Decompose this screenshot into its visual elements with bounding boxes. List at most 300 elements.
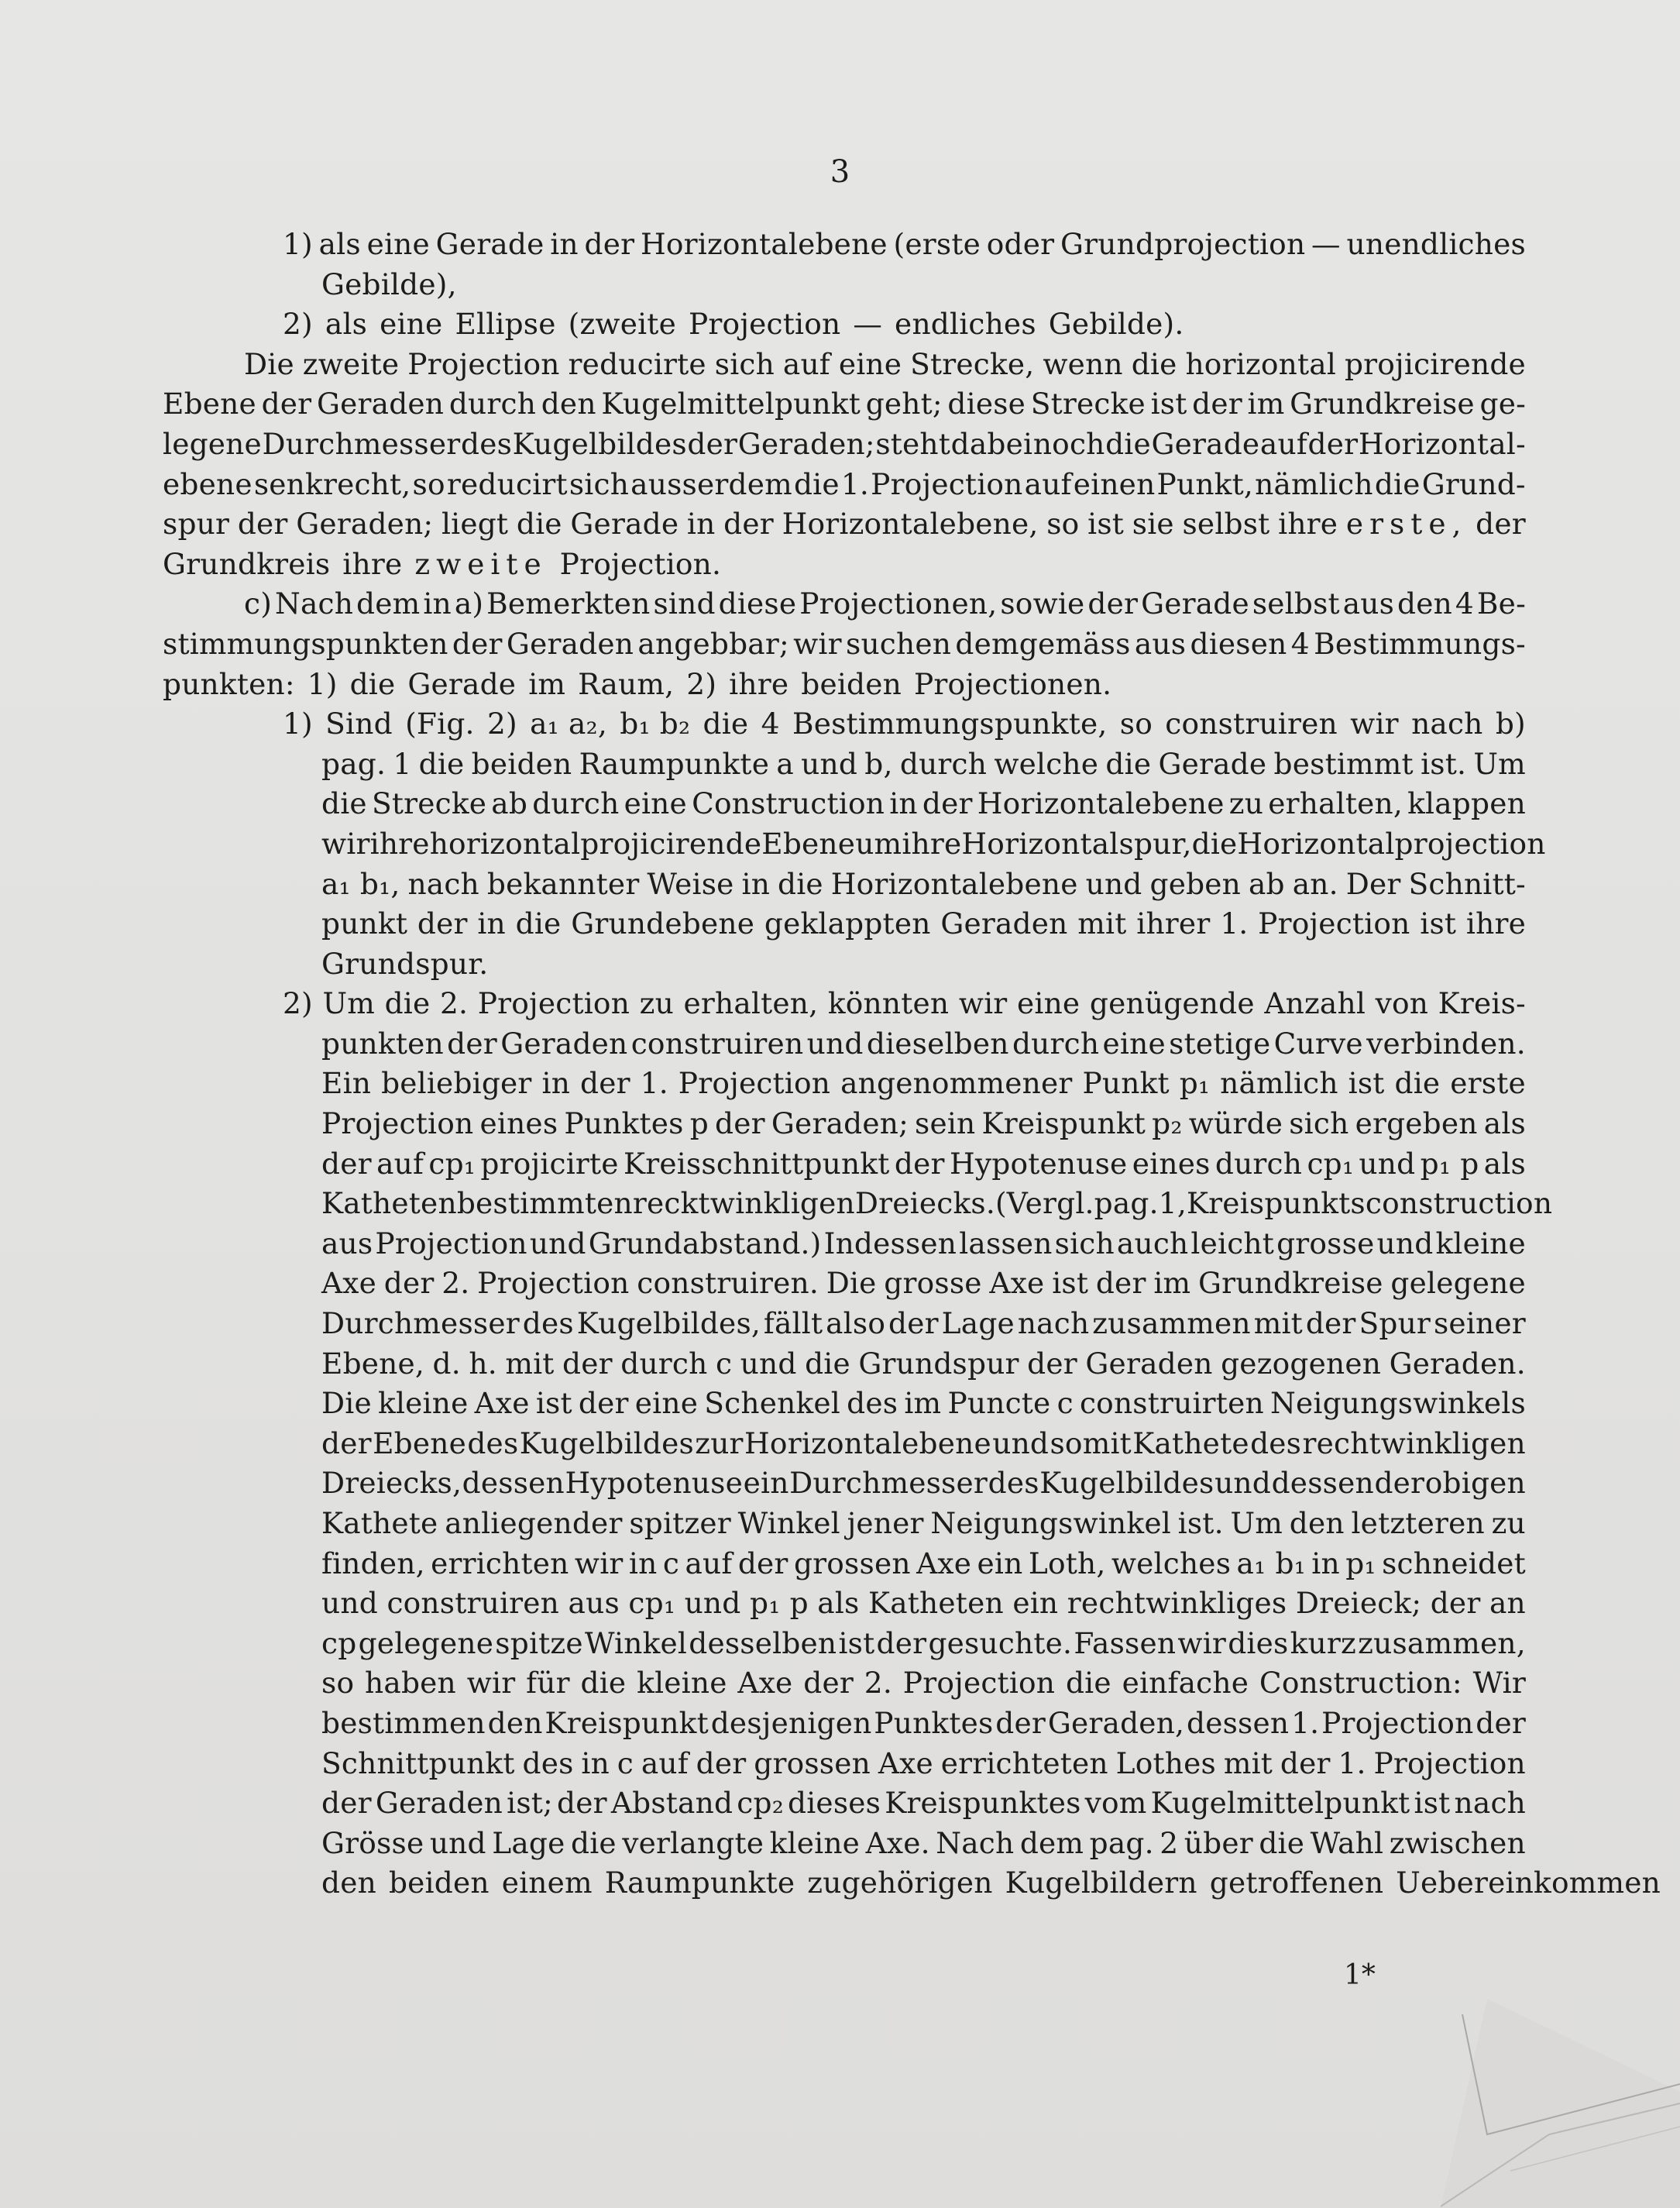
word: der <box>562 1346 613 1381</box>
word: bekannter <box>486 866 640 901</box>
word: Um <box>322 986 376 1021</box>
word: Gerade <box>435 227 545 261</box>
word: in <box>477 906 506 941</box>
word: bestimmen <box>321 1705 486 1740</box>
word: Ebene, <box>321 1346 425 1381</box>
text-line <box>163 904 1526 944</box>
word: h. <box>469 1346 497 1381</box>
word: zu <box>639 986 674 1021</box>
word: die <box>1394 1066 1441 1101</box>
word: Geraden; <box>771 1106 909 1141</box>
word: die <box>805 1346 850 1381</box>
word: ihre <box>1465 906 1526 941</box>
text-line <box>163 745 1526 785</box>
word: in <box>550 227 579 261</box>
word: aus <box>321 1226 373 1260</box>
word: Schenkel <box>704 1386 840 1421</box>
word: der <box>1430 1586 1481 1621</box>
text-line <box>163 1144 1526 1185</box>
word: sich <box>1054 1226 1115 1260</box>
word: zweite <box>302 346 400 381</box>
word: Hypotenuse <box>949 1146 1128 1181</box>
word: 2) <box>283 307 313 342</box>
text-line <box>163 1184 1553 1224</box>
word: nämlich <box>1220 1066 1338 1101</box>
word: ein <box>1012 1586 1059 1621</box>
word: der <box>922 786 973 821</box>
word: cp₁ <box>428 1146 476 1181</box>
word: Axe. <box>865 1825 930 1860</box>
text-line <box>163 1304 1526 1344</box>
word: den <box>1397 586 1452 621</box>
word: so <box>412 466 445 501</box>
word: Be- <box>1476 586 1526 621</box>
word: Grundebene <box>571 906 755 941</box>
word: Wahl <box>1310 1825 1384 1860</box>
word: Projection <box>1373 1745 1526 1780</box>
word: zusammen <box>1092 1306 1251 1341</box>
word: der <box>1095 1266 1146 1301</box>
word: Projection <box>688 307 841 342</box>
word: beiden <box>471 746 572 781</box>
word: beiden <box>801 666 902 701</box>
word: der <box>237 507 288 542</box>
word: welche <box>994 746 1099 781</box>
word: ihre <box>729 666 789 701</box>
text-line <box>163 1863 1661 1904</box>
word: Horizontalebene <box>640 227 888 261</box>
word: cp₁ <box>1307 1146 1355 1181</box>
word: die <box>515 906 562 941</box>
word: bestimmt <box>1273 746 1414 781</box>
text-line <box>163 1584 1526 1624</box>
text-line <box>163 1544 1526 1584</box>
word: auf <box>376 1146 424 1181</box>
word: auf <box>1259 426 1307 461</box>
word: den <box>487 1705 543 1740</box>
word: Axe <box>737 1666 793 1701</box>
word: und <box>1214 1466 1271 1501</box>
word: Der <box>1345 866 1401 901</box>
word: auf <box>641 1745 689 1780</box>
text-line <box>163 1704 1526 1744</box>
word: genügende <box>1089 986 1255 1021</box>
word: der <box>1280 1745 1331 1780</box>
word: Bemerkten <box>486 586 651 621</box>
word: die <box>349 666 396 701</box>
word: sein <box>915 1106 976 1141</box>
text-line <box>163 1424 1526 1464</box>
word: Geraden <box>506 626 634 661</box>
word: spur <box>163 507 230 542</box>
word: b, <box>864 746 893 781</box>
word: — <box>1311 227 1341 261</box>
word: Geraden, <box>1047 1705 1185 1740</box>
word: Lage <box>941 1306 1015 1341</box>
word: 1) <box>307 666 338 701</box>
word: kurz <box>1290 1625 1356 1660</box>
word: Geraden <box>500 1026 628 1061</box>
word: Horizontalprojection <box>1237 826 1546 861</box>
word: (Fig. <box>405 707 475 741</box>
word: so <box>1046 507 1080 542</box>
word: so <box>1119 707 1153 741</box>
word: in <box>541 1066 571 1101</box>
word: als <box>318 227 361 261</box>
word: Kugelbildes, <box>576 1306 761 1341</box>
word: kleine <box>769 1825 861 1860</box>
word: und <box>529 1226 586 1260</box>
word: in <box>686 507 716 542</box>
text-line <box>163 1624 1526 1664</box>
word: und <box>806 1026 864 1061</box>
word: erhalten, <box>683 986 819 1021</box>
word: Hypotenuse <box>565 1466 743 1501</box>
word: wir <box>1177 1625 1227 1660</box>
word: und <box>321 1586 378 1621</box>
word: die <box>703 707 749 741</box>
word: und <box>684 1586 741 1621</box>
text-line <box>163 1504 1526 1544</box>
word: Lage <box>492 1825 565 1860</box>
word: 1. <box>640 1066 668 1101</box>
word: reducirte <box>568 346 706 381</box>
word: a <box>776 746 794 781</box>
word: der <box>803 1666 854 1701</box>
word: des <box>988 1466 1039 1501</box>
word: Geraden <box>375 1786 503 1821</box>
word: einem <box>501 1866 593 1900</box>
word: der <box>584 227 635 261</box>
word: wenn <box>1043 346 1123 381</box>
word: die <box>1259 1825 1305 1860</box>
word: sind <box>653 586 716 621</box>
word: spitze <box>495 1625 583 1660</box>
word: p₂ <box>1152 1106 1183 1141</box>
word: eine <box>380 307 443 342</box>
word: Neigungswinkels <box>1269 1386 1526 1421</box>
word: des <box>522 1745 574 1780</box>
word: c <box>662 1546 680 1580</box>
word: diese <box>718 586 797 621</box>
word: der <box>1305 1306 1356 1341</box>
word: der <box>321 1146 372 1181</box>
word: für <box>526 1666 570 1701</box>
word: ihre <box>902 826 962 861</box>
word: Kathete <box>1132 1426 1249 1460</box>
word: pag. <box>1089 1825 1154 1860</box>
text-line <box>163 1224 1526 1264</box>
word: der <box>321 1426 372 1460</box>
word: construiren <box>630 1026 804 1061</box>
text-line <box>163 545 1526 585</box>
word: ist <box>535 1386 572 1421</box>
word: in <box>581 1745 610 1780</box>
word: ebene <box>163 466 253 501</box>
word: Spur <box>1359 1306 1431 1341</box>
word: Dreieck; <box>1295 1586 1422 1621</box>
word: 1. <box>1291 1705 1320 1740</box>
word: nach <box>1017 1306 1090 1341</box>
text-line <box>163 1264 1526 1304</box>
word: die <box>516 507 562 542</box>
word: oder <box>986 227 1055 261</box>
word: zugehörigen <box>807 1866 993 1900</box>
word: 2. <box>864 1666 892 1701</box>
word: wir <box>1350 707 1399 741</box>
word: Grundspur <box>858 1346 1019 1381</box>
word: dieselben <box>866 1026 1009 1061</box>
word: Nach <box>274 586 354 621</box>
word: mit <box>1077 906 1127 941</box>
word: des <box>467 1426 519 1460</box>
word: projicirte <box>480 1146 619 1181</box>
word: Projection <box>871 466 1023 501</box>
word: ist; <box>507 1786 553 1821</box>
word: Dreiecks. <box>854 1186 995 1221</box>
word: senkrecht, <box>253 466 411 501</box>
word: im <box>1247 387 1285 421</box>
word: ihre <box>369 826 430 861</box>
word: finden, <box>321 1546 425 1580</box>
word: gelegene <box>1390 1266 1526 1301</box>
word: und <box>1085 866 1142 901</box>
word: die <box>1374 466 1421 501</box>
word: p₁ p <box>1420 1146 1479 1181</box>
word: des <box>460 426 513 461</box>
word: stimmungspunkten <box>163 626 448 661</box>
word: Grundkreise <box>1198 1266 1383 1301</box>
word: Horizontalebene, <box>782 507 1039 542</box>
word: als <box>1483 1106 1526 1141</box>
word: wir <box>466 1666 516 1701</box>
word: eine <box>838 346 902 381</box>
word: Kreis- <box>1438 986 1526 1021</box>
word: ist <box>1052 1266 1089 1301</box>
word: seiner <box>1433 1306 1526 1341</box>
word: eines <box>1132 1146 1211 1181</box>
word: Kreispunktes <box>885 1786 1081 1821</box>
word: Winkel <box>584 1625 688 1660</box>
word: wir <box>958 986 1008 1021</box>
word: gelegene <box>358 1625 494 1660</box>
word: Katheten <box>868 1586 1004 1621</box>
word: Projection <box>1321 1705 1474 1740</box>
word: unendliches <box>1346 227 1526 261</box>
word: Gerade <box>1158 746 1267 781</box>
word: lassen <box>959 1226 1053 1260</box>
word: der <box>723 507 774 542</box>
word: der <box>888 1306 939 1341</box>
word: beliebiger <box>381 1066 532 1101</box>
word: geben <box>1149 866 1242 901</box>
word: projicirende <box>1344 346 1526 381</box>
word: anliegender <box>445 1506 623 1540</box>
word: und <box>1359 1146 1416 1181</box>
word: mit <box>1223 1745 1273 1780</box>
word: Winkel <box>737 1506 840 1540</box>
word: Ebene <box>163 387 256 421</box>
word: Gerade <box>407 666 517 701</box>
word: bestimmten <box>456 1186 633 1221</box>
word: der <box>1374 1466 1425 1501</box>
word: die <box>384 986 431 1021</box>
word: kleine <box>637 1666 727 1701</box>
text-line <box>163 1783 1526 1824</box>
word: Horizontalebene <box>744 1426 991 1460</box>
word: noch <box>1032 426 1105 461</box>
word: ist. <box>1177 1506 1224 1540</box>
word: 1. <box>840 466 870 501</box>
word: Durchmesser <box>789 1466 988 1501</box>
word: demgemäss <box>955 626 1131 661</box>
word: ihre <box>342 546 403 581</box>
word: Dreiecks, <box>321 1466 462 1501</box>
word: Geraden. <box>1389 1346 1526 1381</box>
word: Gebilde). <box>1048 307 1184 342</box>
word: 1. <box>1220 906 1249 941</box>
word: wir <box>574 1546 624 1580</box>
word: und <box>740 1346 797 1381</box>
word: selbst <box>1182 507 1270 542</box>
word: Katheten <box>321 1186 457 1221</box>
word: Kugelmittelpunkt <box>1150 1786 1410 1821</box>
word: Grundabstand.) <box>588 1226 822 1260</box>
word: getroffenen <box>1209 1866 1384 1900</box>
word: construiren <box>387 1586 560 1621</box>
word: Bestimmungspunkte, <box>792 707 1108 741</box>
word: 2) <box>486 707 517 741</box>
word: Projection <box>375 1226 527 1260</box>
word: die <box>1131 346 1177 381</box>
word: der <box>1476 507 1526 542</box>
word: Horizontalebene <box>977 786 1225 821</box>
word: Durchmesser <box>262 426 461 461</box>
word: dieses <box>788 1786 881 1821</box>
word: Die <box>321 1386 372 1421</box>
word: erhalten, <box>1268 786 1403 821</box>
word: Fassen <box>1074 1625 1177 1660</box>
word: Grundprojection <box>1060 227 1306 261</box>
word: Ein <box>321 1066 372 1101</box>
word: Kreispunktsconstruction <box>1186 1186 1553 1221</box>
word: construiren. <box>637 1266 819 1301</box>
word: und <box>1376 1226 1434 1260</box>
word: an. <box>1292 866 1338 901</box>
text-line <box>163 824 1546 865</box>
word: Horizontal- <box>1358 426 1526 461</box>
word: ist <box>1420 906 1457 941</box>
word: verbinden. <box>1366 1026 1526 1061</box>
word: Schnitt- <box>1408 866 1526 901</box>
word: horizontal <box>1185 346 1337 381</box>
word: Curve <box>1273 1026 1363 1061</box>
word: Axe <box>916 1546 972 1580</box>
word: Grundspur. <box>321 946 489 981</box>
word: a₁ b₁, <box>321 866 400 901</box>
word: aus <box>568 1586 620 1621</box>
word: der <box>1027 1346 1077 1381</box>
word: p₁ <box>1345 1546 1376 1580</box>
word: schneidet <box>1382 1546 1526 1580</box>
word: ihrer <box>1136 906 1211 941</box>
text-line <box>163 384 1526 425</box>
word: ein <box>743 1466 789 1501</box>
word: durch <box>1214 1146 1303 1181</box>
word: grossen <box>793 1546 911 1580</box>
word: p₁ <box>1179 1066 1211 1101</box>
word: desjenigen <box>710 1705 872 1740</box>
word: kleine <box>1435 1226 1526 1260</box>
word: selbst <box>1252 586 1340 621</box>
word: Raumpunkte <box>604 1866 795 1900</box>
word: 4 <box>1290 626 1310 661</box>
word: gezogenen <box>1221 1346 1382 1381</box>
word: und <box>801 746 858 781</box>
text-line <box>163 1064 1526 1104</box>
word: 1) <box>283 227 313 261</box>
word: Construction <box>692 786 885 821</box>
word: und <box>992 1426 1050 1460</box>
word: beiden <box>388 1866 490 1900</box>
word: durch <box>899 746 988 781</box>
word: 1 <box>393 746 412 781</box>
text-line <box>163 225 1526 265</box>
word: wir <box>321 826 370 861</box>
text-line <box>163 1463 1526 1504</box>
text-line <box>163 504 1526 545</box>
word: spitzer <box>629 1506 731 1540</box>
word: Bestimmungs- <box>1314 626 1526 661</box>
word: von <box>1375 986 1429 1021</box>
word: Projection <box>1258 906 1410 941</box>
word: 2) <box>686 666 717 701</box>
word: Horizontalspur, <box>961 826 1192 861</box>
text-line <box>163 345 1526 385</box>
word: legene <box>163 426 262 461</box>
word: auch <box>1116 1226 1189 1260</box>
word: der <box>995 1705 1046 1740</box>
word: Kreisschnittpunkt <box>624 1146 890 1181</box>
word: haben <box>365 1666 456 1701</box>
word: aus <box>1134 626 1187 661</box>
word: 4 <box>1455 586 1474 621</box>
word: die <box>1105 426 1151 461</box>
word: mit <box>505 1346 555 1381</box>
word: der <box>447 1026 497 1061</box>
word: die <box>1065 1666 1111 1701</box>
word: als <box>325 307 368 342</box>
word: in <box>628 1546 658 1580</box>
word: sich <box>714 346 775 381</box>
word: durch <box>1012 1026 1100 1061</box>
word: 2. <box>439 986 469 1021</box>
word: Strecke <box>1030 387 1146 421</box>
word: ist <box>838 1625 875 1660</box>
word: aus <box>1342 586 1395 621</box>
text-line <box>163 784 1526 824</box>
word: eine <box>1017 986 1080 1021</box>
word: um <box>855 826 902 861</box>
word: b) <box>1495 707 1526 741</box>
word: der <box>737 1546 788 1580</box>
word: der <box>1192 387 1242 421</box>
word: die <box>1105 746 1152 781</box>
text-line <box>163 265 1526 305</box>
word: errichten <box>431 1546 569 1580</box>
word: Axe <box>321 1266 377 1301</box>
word: a₁ b₁ <box>1236 1546 1306 1580</box>
